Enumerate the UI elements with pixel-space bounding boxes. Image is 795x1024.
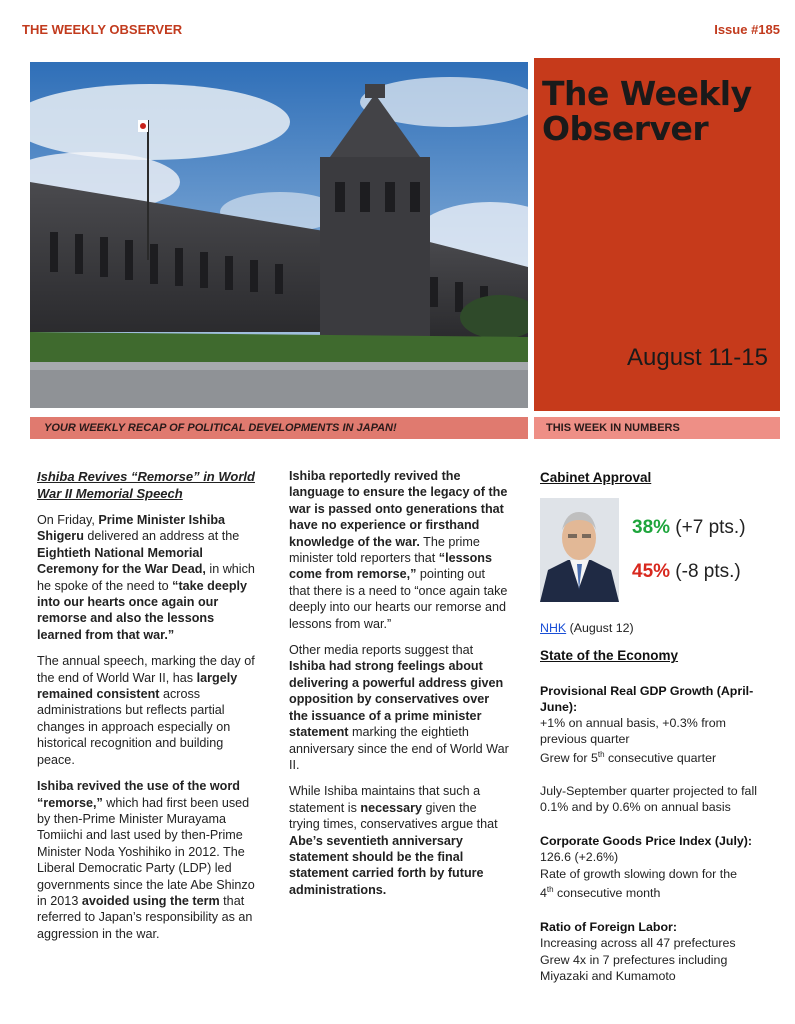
text: 4 [540,885,547,900]
labor-line-1: Increasing across all 47 prefectures [540,936,736,951]
numbers-sidebar [540,470,775,984]
disapproval-row [632,561,741,583]
gdp-line-2 [540,747,775,766]
parliament-building-image [30,62,528,408]
article-headline: Ishiba Revives “Remorse” in World War II Memorial Speech [37,469,255,501]
text: in which he spoke of the need to [37,562,255,593]
text-bold: Ishiba reportedly revived the language to ensure the legacy of the war is passed onto generations that have no experience or firsthand knowledge of the war. [289,469,508,549]
title-box [534,58,780,411]
cgpi-block [540,833,775,901]
article-paragraph-3 [37,778,255,942]
labor-line-2: Grew 4x in 7 prefectures including Miyazaki and Kumamoto [540,952,728,983]
economy-section [540,648,775,984]
approve-change: (+7 pts.) [670,517,746,539]
cgpi-line-1: 126.6 (+2.6%) [540,850,619,865]
gdp-block [540,683,775,816]
cabinet-approval-heading: Cabinet Approval [540,470,652,485]
article-column-1 [37,468,255,952]
cgpi-line-3 [540,882,775,901]
text-bold: largely remained consistent [37,670,238,702]
cgpi-heading: Corporate Goods Price Index (July): [540,834,753,849]
text-bold: Prime Minister Ishiba Shigeru [37,513,226,544]
text: pointing out that there is a need to “once again take deeply into our hearts our remorse and lessons from war.” [289,567,508,631]
text-bold: “take deeply into our hearts once again our remorse and also the lessons learned from that war.” [37,578,248,642]
approval-row [632,517,746,539]
text-sup: th [597,750,605,760]
article-paragraph-4 [289,468,509,632]
gdp-heading: Provisional Real GDP Growth (April-June): [540,683,754,714]
masthead-brand: THE WEEKLY OBSERVER [22,22,183,37]
text-bold: avoided using the term [81,893,220,908]
text-bold: “lessons come from remorse,” [289,551,492,582]
text: Other media reports suggest that [289,643,474,658]
text: marking the eightieth anniversary since the end of World War II. [289,725,509,772]
text: consecutive quarter [604,751,717,766]
portrait-image [540,498,619,602]
poll-source-date: (August 12) [566,621,634,636]
title-line-1: The Weekly [542,74,752,113]
text-bold: Ishiba revived the use of the word “remorse,” [37,779,240,810]
text: consecutive month [553,885,661,900]
article-paragraph-5 [289,642,509,773]
diet-building-photo [30,62,528,408]
text: The annual speech, marking the day of the end of World War II, has [37,654,255,685]
text: While Ishiba maintains that such a statement is [289,784,481,815]
text-bold: necessary [360,800,423,815]
text: that referred to Japan’s responsibility as an aggression in the war. [37,893,253,941]
article-column-2 [289,468,509,908]
text-bold: Ishiba had strong feelings about delivering a powerful address given opposition by conservatives over the issuance of a prime minister statement [289,659,504,740]
text: which had first been used by then-Prime Minister Murayama Tomiichi and last used by then-Prime Minister Noda Yoshihiko in 2012. The Liberal Democratic Party (LDP) led governments since the late Abe Shinzo in 2013 [37,795,255,908]
nhk-link[interactable]: NHK [540,621,567,636]
article-paragraph-2 [37,653,255,768]
disapprove-change: (-8 pts.) [670,561,741,583]
recap-strip-label: YOUR WEEKLY RECAP OF POLITICAL DEVELOPMENTS IN JAPAN! [44,422,397,434]
article-paragraph-1 [37,512,255,643]
gdp-line-3: July-September quarter projected to fall 0.1% and by 0.6% on annual basis [540,783,757,814]
disapprove-percent: 45% [632,561,671,583]
issue-number: Issue #185 [714,22,780,37]
cabinet-approval [540,498,775,616]
top-bar [22,22,780,40]
text: delivered an address at the [83,529,240,544]
title-line-2: Observer [542,109,709,148]
numbers-strip-label: THIS WEEK IN NUMBERS [546,422,680,434]
text-bold: Eightieth National Memorial Ceremony for the War Dead, [37,545,206,577]
labor-block [540,919,775,984]
text: across administrations but reflects partial changes in approach especially on historical recognition and building peace. [37,687,231,767]
economy-heading: State of the Economy [540,648,679,664]
text: On Friday, [37,513,99,527]
text: given the trying times, conservatives argue that [289,800,498,832]
issue-date: August 11-15 [627,344,768,371]
text: Grew for 5 [540,751,598,766]
numbers-strip [534,417,780,439]
text-bold: Abe’s seventieth anniversary statement should be the final statement carried forth by future administrations. [289,833,484,897]
article-paragraph-6 [289,783,509,898]
recap-strip [30,417,528,439]
text-sup: th [546,884,554,894]
poll-source [540,620,775,636]
cgpi-line-2: Rate of growth slowing down for the [540,866,737,881]
labor-heading: Ratio of Foreign Labor: [540,920,677,935]
text: The prime minister told reporters that [289,534,480,566]
newsletter-title [542,76,778,146]
gdp-line-1: +1% on annual basis, +0.3% from previous quarter [540,716,726,747]
prime-minister-portrait [540,498,619,602]
approve-percent: 38% [632,517,671,539]
